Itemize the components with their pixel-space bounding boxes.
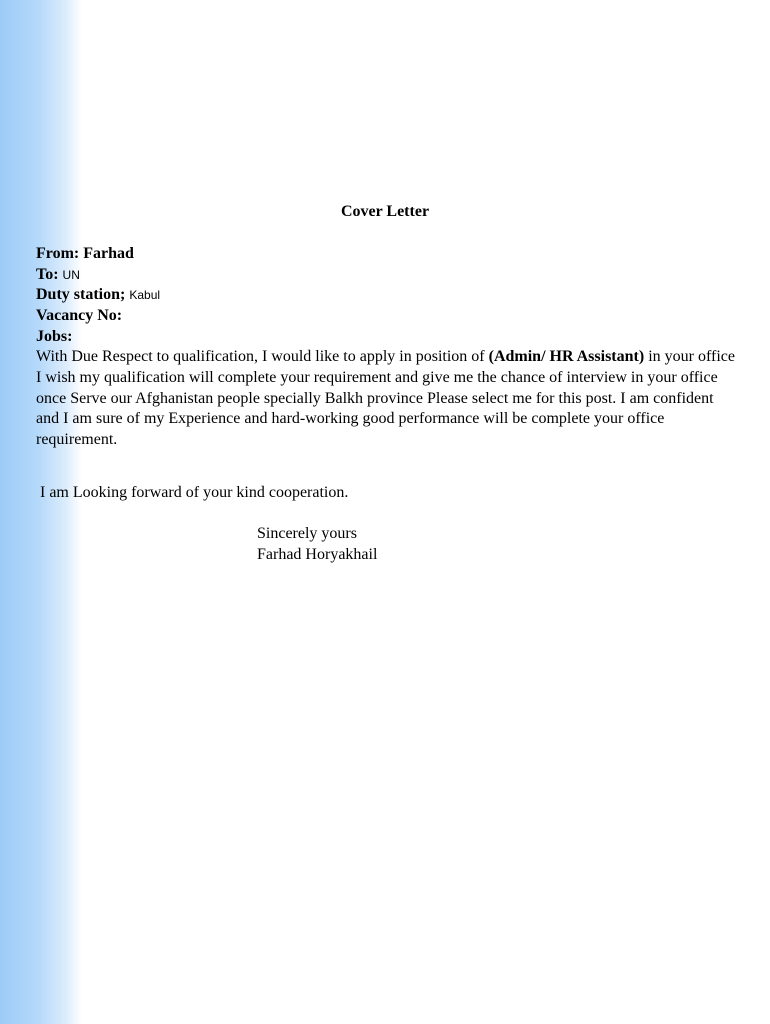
signoff: Sincerely yours — [257, 525, 357, 542]
to-label: To: — [36, 266, 59, 283]
to-line — [36, 265, 80, 285]
duty-station-line — [36, 285, 160, 305]
duty-station-label: Duty station; — [36, 286, 126, 303]
closing-line: I am Looking forward of your kind cooperation. — [40, 484, 349, 501]
duty-station-value: Kabul — [129, 288, 161, 302]
letter-title: Cover Letter — [340, 203, 430, 220]
to-value: UN — [62, 268, 80, 282]
vacancy-label: Vacancy No: — [36, 307, 123, 324]
from-value: Farhad — [83, 245, 134, 262]
body-text-start: With Due Respect to qualification, I would like to apply in position of — [36, 348, 489, 365]
jobs-label: Jobs: — [36, 328, 73, 345]
from-label: From: — [36, 245, 80, 262]
from-line — [36, 244, 134, 264]
body-text-end: in your office I wish my qualification will complete your requirement and give me the chance of interview in your office once Serve our Afghanistan people specially Balkh province Please select me for this post. I am confident and I am sure of my Experience and hard-working good performance will be complete your office requirement. — [36, 348, 735, 449]
vacancy-line — [36, 306, 122, 326]
jobs-line — [36, 327, 72, 347]
signature-name: Farhad Horyakhail — [257, 546, 378, 563]
letter-body — [36, 347, 736, 451]
position-title: (Admin/ HR Assistant) — [488, 348, 645, 365]
